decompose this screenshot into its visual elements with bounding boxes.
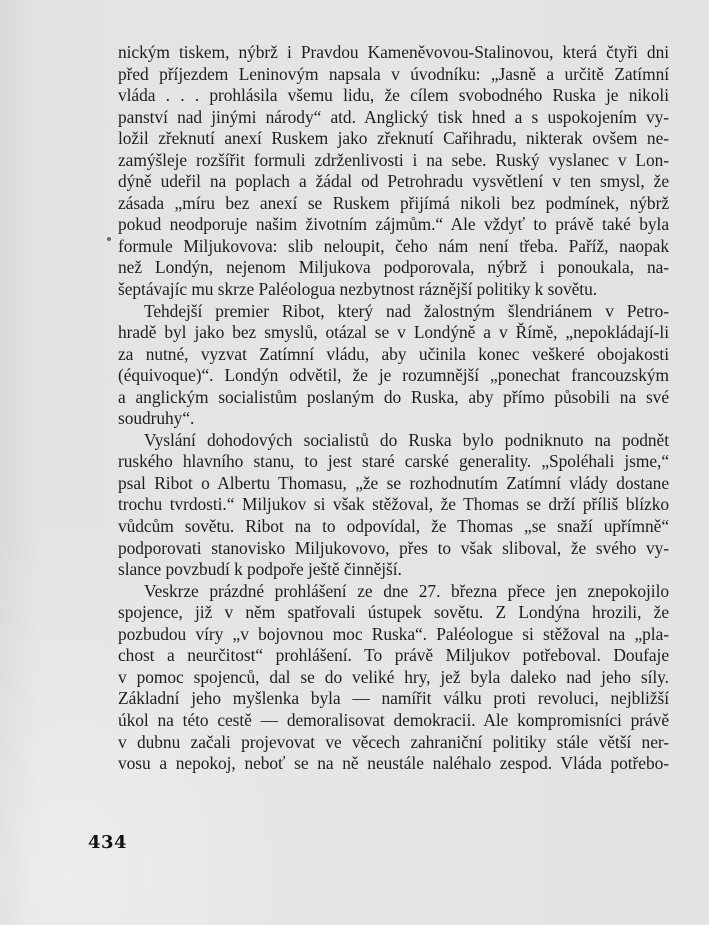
- text-line: Tehdejší premier Ribot, který nad žalostným šlendriánem v Petro-: [144, 300, 669, 321]
- paragraph: [118, 430, 669, 581]
- text-line: nickým tiskem, nýbrž i Pravdou Kameněvovou-Stalinovou, která čtyři dni: [118, 42, 669, 62]
- text-line: Vyslání dohodových socialistů do Ruska bylo podniknuto na podnět: [144, 429, 669, 450]
- text-line: (équivoque)“. Londýn odvětil, že je rozumnější „ponechat francouzským: [118, 365, 669, 386]
- text-line: podporovati stanovisko Miljukovovo, přes to však sliboval, že svého vy-: [118, 537, 669, 558]
- body-text: [118, 42, 669, 775]
- text-line: chost a neurčitost“ prohlášení. To právě Miljukov potřeboval. Doufaje: [118, 645, 669, 666]
- text-line: ruského hlavního stanu, to jest staré carské generality. „Spoléhali jsme,“: [118, 451, 669, 472]
- text-line: Veskrze prázdné prohlášení ze dne 27. března přece jen znepokojilo: [144, 580, 669, 601]
- text-line: než Londýn, nejenom Miljukova podporovala, nýbrž i ponoukala, na-: [118, 257, 669, 278]
- text-line: a anglickým socialistům poslaným do Ruska, aby přímo působili na své: [118, 386, 669, 407]
- text-line: v pomoc spojenců, dal se do veliké hry, jež byla daleko nad jeho síly.: [118, 666, 669, 687]
- paragraph: [118, 42, 669, 301]
- text-line: trochu tvrdosti.“ Miljukov si však stěžoval, že Thomas se drží příliš blízko: [118, 494, 669, 515]
- text-line: šeptávajíc mu skrze Paléologua nezbytnost ráznější politiky k sovětu.: [118, 279, 598, 300]
- text-line: panství nad jinými národy“ atd. Anglický tisk hned a s uspokojením vy-: [118, 106, 669, 127]
- text-line: úkol na této cestě — demoralisovat demokracii. Ale kompromisníci právě: [118, 709, 669, 730]
- text-line: vosu a nepokoj, neboť se na ně neustále naléhalo zespod. Vláda potřebo-: [118, 753, 669, 774]
- text-line: zásada „míru bez anexí se Ruskem přijímá nikoli bez podmínek, nýbrž: [118, 192, 669, 213]
- text-line: zamýšleje rozšířit formuli zdrženlivosti i na sebe. Ruský vyslanec v Lon-: [118, 149, 669, 170]
- text-line: za nutné, vyzvat Zatímní vládu, aby učinila konec veškeré obojakosti: [118, 343, 669, 364]
- text-line: ložil zřeknutí anexí Ruskem jako zřeknutí Cařihradu, nikterak ovšem ne-: [118, 128, 669, 149]
- text-line: soudruhy“.: [118, 408, 195, 429]
- text-line: dýně udeřil na poplach a žádal od Petrohradu vysvětlení v ten smysl, že: [118, 171, 669, 192]
- text-line: formule Miljukovova: slib neloupit, čeho nám není třeba. Paříž, naopak: [118, 235, 669, 256]
- text-line: hradě byl jako bez smyslů, otázal se v Londýně a v Římě, „nepokládají-li: [118, 322, 669, 343]
- text-line: Základní jeho myšlenka byla — namířit válku proti revoluci, nejbližší: [118, 688, 669, 709]
- text-line: pokud neodporuje našim životním zájmům.“ Ale vždyť to právě také byla: [118, 214, 669, 235]
- text-line: vláda . . . prohlásila všemu lidu, že cílem svobodného Ruska je nikoli: [118, 85, 669, 106]
- text-line: vůdcům sovětu. Ribot na to odpovídal, že Thomas „se snaží upřímně“: [118, 516, 669, 537]
- page-number: 434: [88, 832, 128, 853]
- text-line: před příjezdem Leninovým napsala v úvodníku: „Jasně a určitě Zatímní: [118, 63, 669, 84]
- text-line: v dubnu začali projevovat ve věcech zahraniční politiky stále větší ner-: [118, 731, 669, 752]
- text-line: pozbudou víry „v bojovnou moc Ruska“. Paléologue si stěžoval na „pla-: [118, 623, 669, 644]
- paragraph: [118, 301, 669, 430]
- text-line: psal Ribot o Albertu Thomasu, „že se rozhodnutím Zatímní vlády dostane: [118, 472, 669, 493]
- text-line: slance povzbudí k podpoře ještě činnější.: [118, 559, 402, 580]
- margin-mark: [107, 237, 111, 241]
- paragraph: [118, 581, 669, 775]
- text-line: spojence, již v něm spatřovali ústupek sovětu. Z Londýna hrozili, že: [118, 602, 669, 623]
